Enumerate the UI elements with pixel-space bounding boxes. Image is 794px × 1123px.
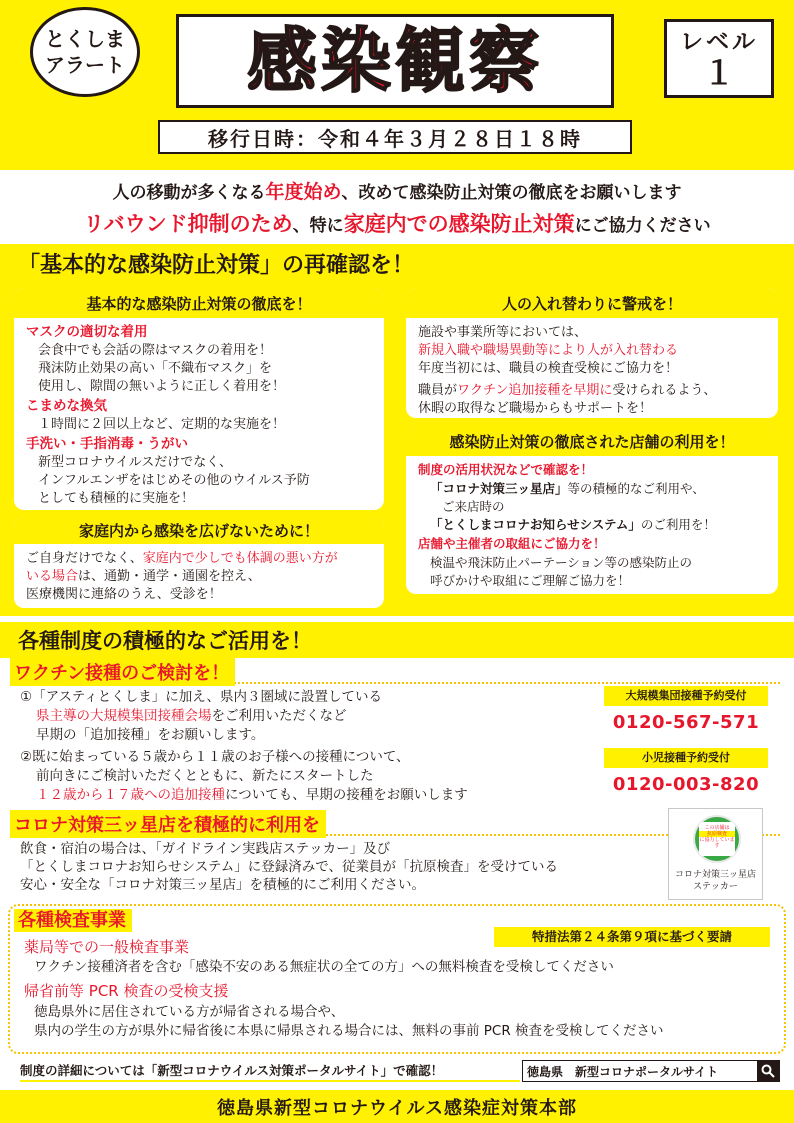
phone-number[interactable]: 0120-003-820 xyxy=(612,774,760,795)
legal-basis-badge: 特措法第２４条第９項に基づく要請 xyxy=(494,927,770,947)
intro-line1: 人の移動が多くなる年度始め、改めて感染防止対策の徹底をお願いします xyxy=(112,181,682,203)
page-title: 感染観察 xyxy=(247,20,543,102)
badge-line2: アラート xyxy=(45,53,125,77)
search-icon[interactable] xyxy=(757,1060,779,1082)
three-star-text: 飲食・宿泊の場合は、「ガイドライン実践店ステッカー」及び 「とくしまコロナお知らせシステム」に登録済みで、従業員が「抗原検査」を受けている 安心・安全な「コロナ対策三ッ星店」を積極的にご利用ください。 xyxy=(20,841,558,893)
handwash-title: 手洗い・手指消毒・うがい xyxy=(26,436,188,452)
level-box xyxy=(664,19,774,98)
level-label: レベル xyxy=(680,28,758,55)
phone-number[interactable]: 0120-567-571 xyxy=(612,712,760,733)
intro-message xyxy=(0,178,794,241)
portal-note: 制度の詳細については「新型コロナウイルス対策ポータルサイト」で確認！ xyxy=(20,1060,520,1082)
level-value: １ xyxy=(702,53,735,92)
testing-heading: 各種検査事業 xyxy=(14,906,132,932)
testing-content: 薬局等での一般検査事業 ワクチン接種済者を含む「感染不安のある無症状の全ての方」への無料検査を受検してください 帰省前等 PCR 検査の受検支援 徳島県外に居住されている方が帰省される場合や、 県内の学生の方が県外に帰省後に本県に帰県される場合には、無料の事前 PCR 検査を受検してください xyxy=(24,938,664,1039)
basic-measures-heading: 「基本的な感染防止対策」の再確認を！ xyxy=(0,244,794,282)
intro-line2: リバウンド抑制のため、特に家庭内での感染防止対策にご協力ください xyxy=(83,212,711,236)
vaccine-item-1: ①「アスティとくしま」に加え、県内３圏域に設置している 県主導の大規模集団接種会場をご利用いただくなど 早期の「追加接種」をお願いします。 xyxy=(20,689,383,743)
card-basic-thorough: 基本的な感染防止対策の徹底を！ マスクの適切な着用 会食中でも会話の際はマスクの着用を！ 飛沫防止効果の高い「不織布マスク」を 使用し、隙間の無いように正しく着用を！ こまめな換気 １時間に２回以上など、定期的な実施を！ 手洗い・手指消毒・うがい 新型コロナウイルスだけでなく、 インフルエンザをはじめその他のウイルス予防 としても積極的に実施を！ xyxy=(14,288,384,510)
phone-child-vaccination: 小児接種予約受付 0120-003-820 xyxy=(604,748,768,802)
vaccine-heading: ワクチン接種のご検討を！ xyxy=(10,658,780,684)
card-title: 感染防止対策の徹底された店舗の利用を！ xyxy=(406,426,778,456)
mask-title: マスクの適切な着用 xyxy=(26,324,148,340)
header-band xyxy=(0,0,794,170)
card-shops: 感染防止対策の徹底された店舗の利用を！ 制度の活用状況などで確認を！ 「コロナ対策三ッ星店」等の積極的なご利用や、 ご来店時の 「とくしまコロナお知らせシステム」のご利用を！ 店舗や主催者の取組にご協力を！ 検温や飛沫防止パーテーション等の感染防止の 呼びかけや取組にご理解ご協力を！ xyxy=(406,426,778,594)
badge-line1: とくしま xyxy=(45,27,125,51)
phone-mass-vaccination: 大規模集団接種予約受付 0120-567-571 xyxy=(604,686,768,740)
portal-search-box[interactable] xyxy=(522,1060,780,1082)
card-title: 人の入れ替わりに警戒を！ xyxy=(406,288,778,318)
three-star-sticker-image: この店舗は 抗原検査 に協力しています コロナ対策三ッ星店 ステッカー xyxy=(668,808,763,900)
three-star-heading: コロナ対策三ッ星店を積極的に利用を xyxy=(10,810,780,836)
organization-name: 徳島県新型コロナウイルス感染症対策本部 xyxy=(0,1090,794,1123)
ventilation-title: こまめな換気 xyxy=(26,398,107,414)
card-turnover: 人の入れ替わりに警戒を！ 施設や事業所等においては、 新規入職や職場異動等により人が入れ替わる 年度当初には、職員の検査受検にご協力を！ 職員がワクチン追加接種を早期に受けられるよう、 休暇の取得など職場からもサポートを！ xyxy=(406,288,778,418)
tokushima-alert-badge xyxy=(30,7,140,97)
search-query: 徳島県 新型コロナポータルサイト xyxy=(527,1064,719,1079)
vaccine-item-2: ②既に始まっている５歳から１１歳のお子様への接種について、 前向きにご検討いただくとともに、新たにスタートした １２歳から１７歳への追加接種についても、早期の接種をお願いします xyxy=(20,749,468,803)
card-title: 家庭内から感染を広げないために！ xyxy=(14,516,384,544)
transition-date: 移行日時：令和４年３月２８日１８時 xyxy=(158,120,632,154)
card-title: 基本的な感染防止対策の徹底を！ xyxy=(14,288,384,318)
card-home: 家庭内から感染を広げないために！ ご自身だけでなく、家庭内で少しでも体調の悪い方が いる場合は、通勤・通学・通園を控え、 医療機関に連絡のうえ、受診を！ xyxy=(14,516,384,608)
title-box xyxy=(176,14,614,108)
system-heading: 各種制度の積極的なご活用を！ xyxy=(0,622,794,658)
